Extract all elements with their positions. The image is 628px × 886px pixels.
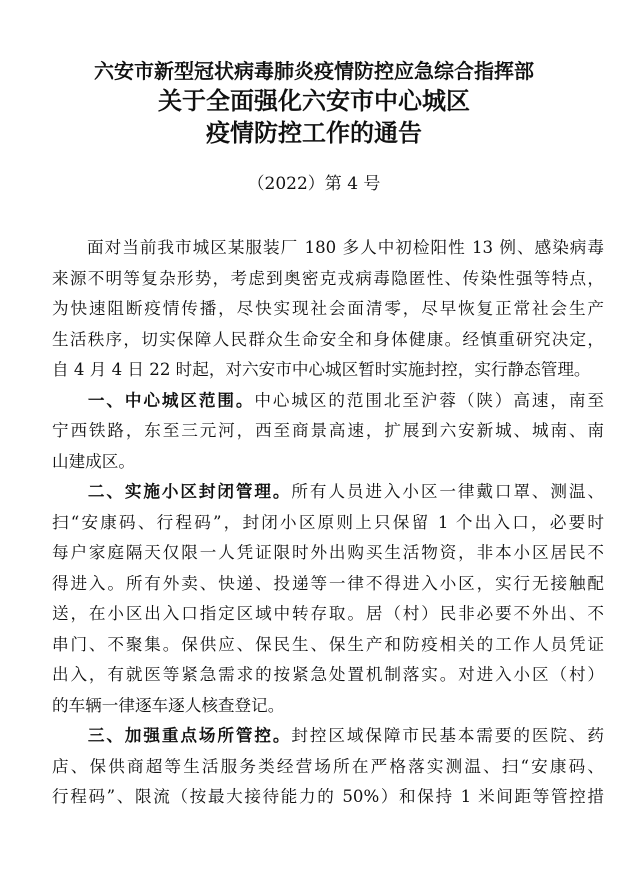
body-line bbox=[52, 233, 604, 264]
body-line bbox=[52, 660, 604, 691]
body-text-run: 扫“安康码、行程码”，封闭小区原则上只保留 1 个出入口，必要时 bbox=[52, 512, 604, 532]
body-line bbox=[52, 416, 604, 447]
body-text-run: 的车辆一律逐车逐人核查登记。 bbox=[52, 695, 285, 715]
body-line bbox=[52, 294, 604, 325]
body-text-run: 宁西铁路，东至三元河，西至商景高速，扩展到六安新城、城南、南 bbox=[52, 421, 604, 440]
body-text-run: 自 4 月 4 日 22 时起，对六安市中心城区暂时实施封控，实行静态管理。 bbox=[52, 360, 591, 379]
document-number: （2022）第 4 号 bbox=[247, 174, 381, 194]
body-text-run: 来源不明等复杂形势，考虑到奥密克戎病毒隐匿性、传染性强等特点， bbox=[52, 268, 604, 288]
body-line bbox=[52, 264, 604, 295]
notice-body bbox=[52, 233, 604, 813]
body-line bbox=[52, 782, 604, 813]
notice-title-line-2: 疫情防控工作的通告 bbox=[206, 118, 422, 147]
body-text-run: 出入，有就医等紧急需求的按紧急处置机制落实。对进入小区（村） bbox=[52, 665, 604, 684]
body-line bbox=[52, 325, 604, 356]
body-line bbox=[52, 752, 604, 783]
body-line bbox=[52, 538, 604, 569]
body-line bbox=[52, 599, 604, 630]
body-line bbox=[52, 355, 604, 386]
body-text-run: 生活秩序，切实保障人民群众生命安全和身体健康。经慎重研究决定， bbox=[52, 329, 604, 349]
body-line bbox=[52, 721, 604, 752]
notice-title-line-1: 关于全面强化六安市中心城区 bbox=[158, 86, 470, 115]
body-line bbox=[52, 447, 604, 478]
body-text-run: 中心城区的范围北至沪蓉（陕）高速，南至 bbox=[254, 390, 604, 410]
body-line bbox=[52, 691, 604, 722]
section-heading: 三、加强重点场所管控。 bbox=[86, 726, 292, 745]
body-text-run: 送，在小区出入口指定区域中转存取。居（村）民非必要不外出、不 bbox=[52, 604, 604, 623]
body-text-run: 串门、不聚集。保供应、保民生、保生产和防疫相关的工作人员凭证 bbox=[52, 634, 604, 654]
body-text-run: 店、保供商超等生活服务类经营场所在严格落实测温、扫“安康码、 bbox=[52, 756, 604, 776]
body-line bbox=[52, 477, 604, 508]
body-text-run: 为快速阻断疫情传播，尽快实现社会面清零，尽早恢复正常社会生产 bbox=[52, 299, 604, 318]
body-line bbox=[52, 386, 604, 417]
body-text-run: 封控区域保障市民基本需要的医院、药 bbox=[291, 726, 604, 745]
body-line bbox=[52, 508, 604, 539]
body-line bbox=[52, 569, 604, 600]
body-text-run: 行程码”、限流（按最大接待能力的 50%）和保持 1 米间距等管控措 bbox=[52, 787, 604, 806]
body-text-run: 山建成区。 bbox=[52, 451, 135, 471]
section-heading: 二、实施小区封闭管理。 bbox=[86, 482, 292, 501]
body-text-run: 得进入。所有外卖、快递、投递等一律不得进入小区，实行无接触配 bbox=[52, 573, 604, 593]
body-line bbox=[52, 630, 604, 661]
issuing-organization: 六安市新型冠状病毒肺炎疫情防控应急综合指挥部 bbox=[94, 59, 534, 83]
body-text-run: 所有人员进入小区一律戴口罩、测温、 bbox=[291, 482, 604, 501]
body-text-run: 每户家庭隔天仅限一人凭证限时外出购买生活物资，非本小区居民不 bbox=[52, 543, 604, 562]
section-heading: 一、中心城区范围。 bbox=[86, 390, 255, 410]
body-text-run: 面对当前我市城区某服装厂 180 多人中初检阳性 13 例、感染病毒 bbox=[86, 238, 604, 257]
